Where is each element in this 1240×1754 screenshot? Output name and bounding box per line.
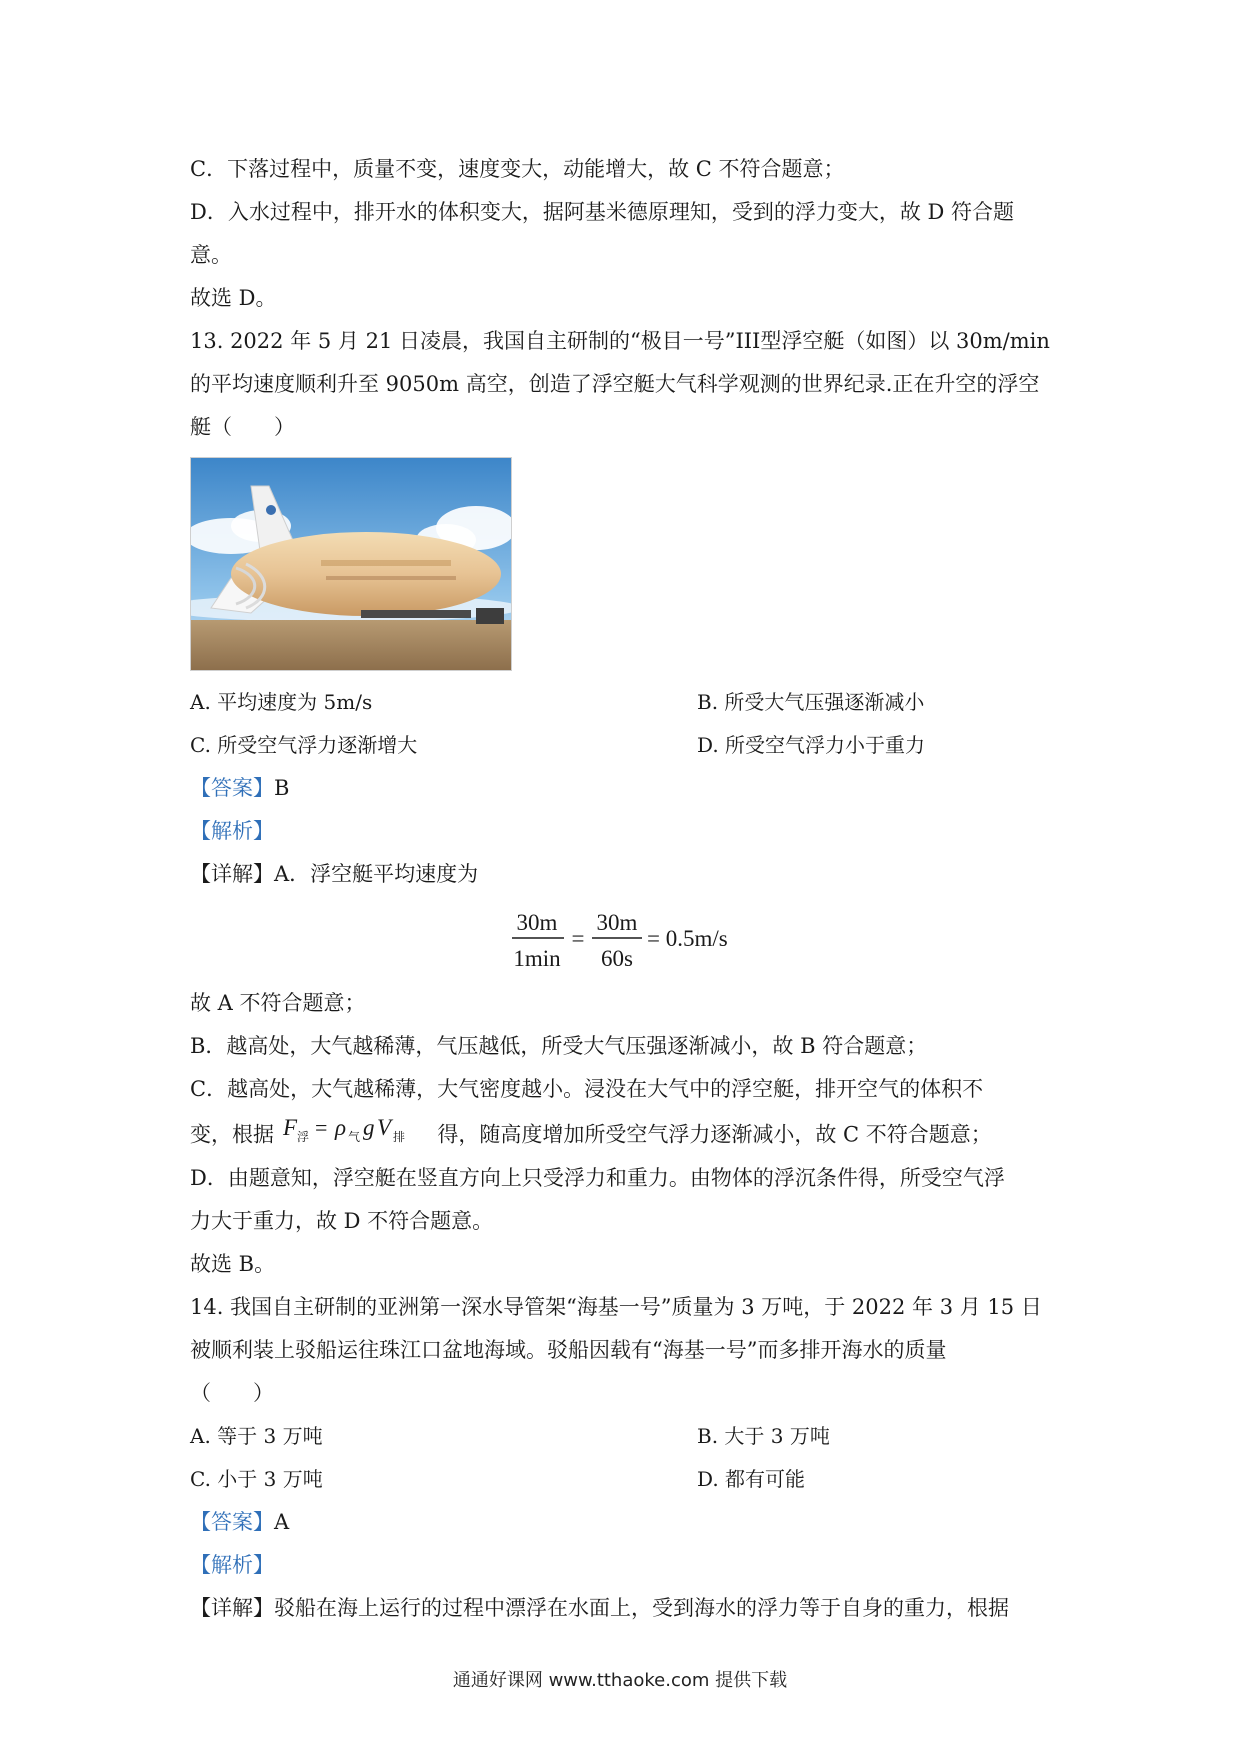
q13-options — [190, 681, 1060, 767]
q14-option-c: C. 小于 3 万吨 — [190, 1467, 323, 1491]
svg-text:排: 排 — [392, 1130, 405, 1144]
q14-analysis — [190, 1544, 1060, 1587]
airship-photo — [190, 457, 512, 671]
q13-option-c: C. 所受空气浮力逐渐增大 — [190, 733, 418, 757]
svg-text:g: g — [362, 1115, 375, 1140]
svg-text:气: 气 — [347, 1130, 360, 1144]
q13-detail-c-post: 得，随高度增加所受空气浮力逐渐减小，故 C 不符合题意； — [437, 1122, 992, 1147]
q13-detail-a-text: A．浮空艇平均速度为 — [274, 862, 479, 886]
speed-formula — [190, 896, 1060, 982]
q14-option-b: B. 大于 3 万吨 — [697, 1424, 830, 1448]
q13-option-d: D. 所受空气浮力小于重力 — [697, 733, 926, 757]
prev-choose: 故选 D。 — [190, 286, 277, 310]
answer-tag: 【答案】 — [190, 776, 274, 800]
q13-detail-c-line1: C．越高处，大气越稀薄，大气密度越小。浸没在大气中的浮空艇，排开空气的体积不 — [190, 1077, 984, 1101]
q13-detail-d-line1: D．由题意知，浮空艇在竖直方向上只受浮力和重力。由物体的浮沉条件得，所受空气浮 — [190, 1166, 1005, 1190]
q13-option-a: A. 平均速度为 5m/s — [190, 690, 373, 714]
q14-answer — [190, 1501, 1060, 1544]
q13-answer — [190, 767, 1060, 810]
q14-detail — [190, 1587, 1060, 1630]
analysis-tag: 【解析】 — [190, 1553, 274, 1577]
svg-text:V: V — [376, 1115, 391, 1140]
q13-stem-line1: 13. 2022 年 5 月 21 日凌晨，我国自主研制的“极目一号”III型浮空艇（如图）以 30m/min — [190, 329, 1050, 353]
prev-option-d-analysis-line1: D．入水过程中，排开水的体积变大，据阿基米德原理知，受到的浮力变大，故 D 符合题 — [190, 200, 1015, 224]
svg-text:F: F — [282, 1115, 297, 1140]
q14-stem-line3: （ ） — [190, 1381, 274, 1405]
q14-stem-line2: 被顺利装上驳船运往珠江口盆地海域。驳船因载有“海基一号”而多排开海水的质量 — [190, 1338, 947, 1362]
q14-option-a: A. 等于 3 万吨 — [190, 1424, 323, 1448]
q13-detail-d-line2: 力大于重力，故 D 不符合题意。 — [190, 1209, 494, 1233]
q13-detail-c-line2 — [190, 1111, 1060, 1157]
fraction2-numerator: 30m — [596, 910, 638, 935]
svg-text:浮: 浮 — [296, 1130, 309, 1144]
q13-choose: 故选 B。 — [190, 1252, 276, 1276]
q13-detail-c-pre: 变，根据 — [190, 1122, 274, 1147]
detail-tag: 【详解】 — [190, 1596, 274, 1620]
analysis-tag: 【解析】 — [190, 819, 274, 843]
q14-answer-value: A — [274, 1510, 290, 1534]
q13-analysis — [190, 810, 1060, 853]
q13-option-b: B. 所受大气压强逐渐减小 — [697, 690, 925, 714]
q13-detail-b: B．越高处，大气越稀薄，气压越低，所受大气压强逐渐减小，故 B 符合题意； — [190, 1034, 928, 1058]
q13-detail-a — [190, 853, 1060, 896]
q14-options — [190, 1415, 1060, 1501]
prev-option-d-analysis-line2: 意。 — [190, 243, 232, 267]
q14-detail-text: 驳船在海上运行的过程中漂浮在水面上，受到海水的浮力等于自身的重力，根据 — [274, 1596, 1009, 1620]
fraction1-denominator: 1min — [513, 946, 561, 971]
q13-a-conclusion: 故 A 不符合题意； — [190, 991, 366, 1015]
q14-stem-line1: 14. 我国自主研制的亚洲第一深水导管架“海基一号”质量为 3 万吨，于 2022 年 3 月 15 日 — [190, 1295, 1042, 1319]
q13-stem-line3: 艇（ ） — [190, 415, 295, 439]
fraction2-denominator: 60s — [601, 946, 633, 971]
answer-tag: 【答案】 — [190, 1510, 274, 1534]
detail-tag: 【详解】 — [190, 862, 274, 886]
q14-option-d: D. 都有可能 — [697, 1467, 806, 1491]
svg-text:ρ: ρ — [334, 1115, 346, 1140]
buoyancy-formula — [281, 1111, 431, 1161]
page-footer: 通通好课网 www.tthaoke.com 提供下载 — [452, 1670, 788, 1691]
q13-stem-line2: 的平均速度顺利升至 9050m 高空，创造了浮空艇大气科学观测的世界纪录.正在升空的浮空 — [190, 372, 1040, 396]
q13-answer-value: B — [274, 776, 290, 800]
prev-option-c-analysis: C．下落过程中，质量不变，速度变大，动能增大，故 C 不符合题意； — [190, 157, 845, 181]
equals-sign: = — [571, 926, 585, 951]
formula-result: = 0.5m/s — [647, 926, 728, 951]
document-page — [190, 148, 1060, 1630]
svg-text:=: = — [314, 1115, 328, 1140]
fraction1-numerator: 30m — [516, 910, 558, 935]
